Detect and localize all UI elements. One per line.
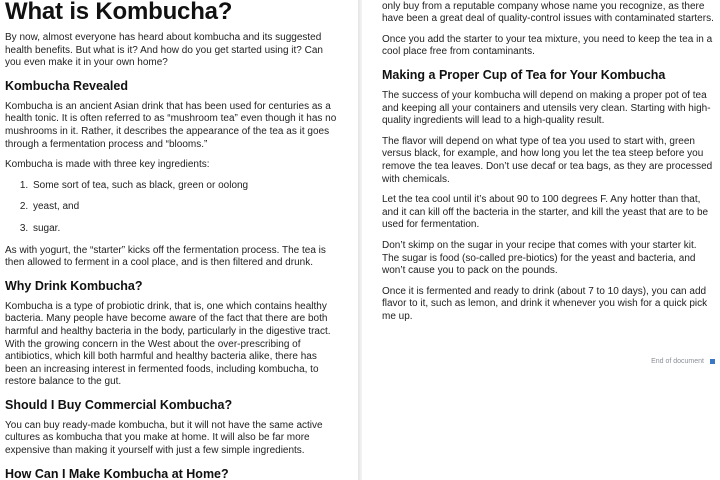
paragraph-cool-place: Once you add the starter to your tea mixture, you need to keep the tea in a cool place free from contaminants. xyxy=(382,33,713,58)
page-content-left xyxy=(5,0,337,480)
section-heading-buy: Should I Buy Commercial Kombucha? xyxy=(5,397,233,412)
paragraph-revealed-2: Kombucha is made with three key ingredients: xyxy=(5,159,210,171)
section-heading-why: Why Drink Kombucha? xyxy=(5,278,143,293)
section-heading-make: How Can I Make Kombucha at Home? xyxy=(5,466,229,480)
page-title: What is Kombucha? xyxy=(5,0,233,25)
paragraph-starter: only buy from a reputable company whose name you recognize, as there have been a great deal of quality-control issues with contaminated starters. xyxy=(382,0,714,25)
paragraph-revealed-3: As with yogurt, the “starter” kicks off the fermentation process. The tea is then allowed to ferment in a cool place, and is then filtered and drunk. xyxy=(5,244,326,269)
section-heading-proper-tea: Making a Proper Cup of Tea for Your Kombucha xyxy=(382,67,666,82)
end-of-document-label: End of document xyxy=(651,358,704,365)
page-content-right xyxy=(382,0,716,331)
intro-paragraph: By now, almost everyone has heard about kombucha and its suggested health benefits. But what is it? And how do you get started using it? Can you even make it in your own home? xyxy=(5,32,323,69)
section-heading-revealed: Kombucha Revealed xyxy=(5,78,128,93)
ingredients-list xyxy=(5,180,337,236)
paragraph-buy: You can buy ready-made kombucha, but it will not have the same active cultures as kombucha that you make at home. It will also be far more expensive than making it yourself with just a few simple ingredients. xyxy=(5,419,323,457)
paragraph-revealed-1: Kombucha is an ancient Asian drink that has been used for centuries as a health tonic. It is often referred to as “mushroom tea” even though it has no mushrooms in it. Rather, it describes the appearance of the tea as it goes through a fermentation process and “blooms.” xyxy=(5,100,337,150)
list-item: 3. sugar. xyxy=(31,223,337,236)
end-square-icon xyxy=(710,359,715,364)
document-page-left xyxy=(0,0,358,480)
paragraph-sugar: Don’t skimp on the sugar in your recipe that comes with your starter kit. The sugar is food (so-called pre-biotics) for the yeast and bacteria, and won’t cause you to pack on the pounds. xyxy=(382,239,697,277)
paragraph-success: The success of your kombucha will depend on making a proper pot of tea and keeping all your containers and utensils very clean. Starting with high-quality ingredients will lead to a high-quality result. xyxy=(382,89,711,127)
document-page-right xyxy=(362,0,720,480)
paragraph-ready: Once it is fermented and ready to drink (about 7 to 10 days), you can add flavor to it, such as lemon, and drink it whenever you wish for a quick pick me up. xyxy=(382,285,708,322)
list-item: 1. Some sort of tea, such as black, green or oolong xyxy=(31,180,337,193)
paragraph-flavor: The flavor will depend on what type of tea you used to start with, green versus black, for example, and how long you let the tea steep before you remove the tea leaves. Don’t use decaf or tea bags, as they are processed with chemicals. xyxy=(382,135,713,185)
list-item: 2. yeast, and xyxy=(31,201,337,214)
end-of-document-marker xyxy=(651,358,715,365)
paragraph-why: Kombucha is a type of probiotic drink, that is, one which contains healthy bacteria. Many people have become aware of the fact that there are both harmful and healthy bacteria in the body, particularly in the digestive tract. With the growing concern in the West about the over-prescribing of antibiotics, which kill both harmful and healthy bacteria alike, there has been an increasing interest in fermented foods, including kombucha, to restore balance to the gut. xyxy=(5,300,331,388)
paragraph-cool-tea: Let the tea cool until it’s about 90 to 100 degrees F. Any hotter than that, and it can kill off the bacteria in the starter, and kill the yeast that are to be used for fermentation. xyxy=(382,194,709,231)
